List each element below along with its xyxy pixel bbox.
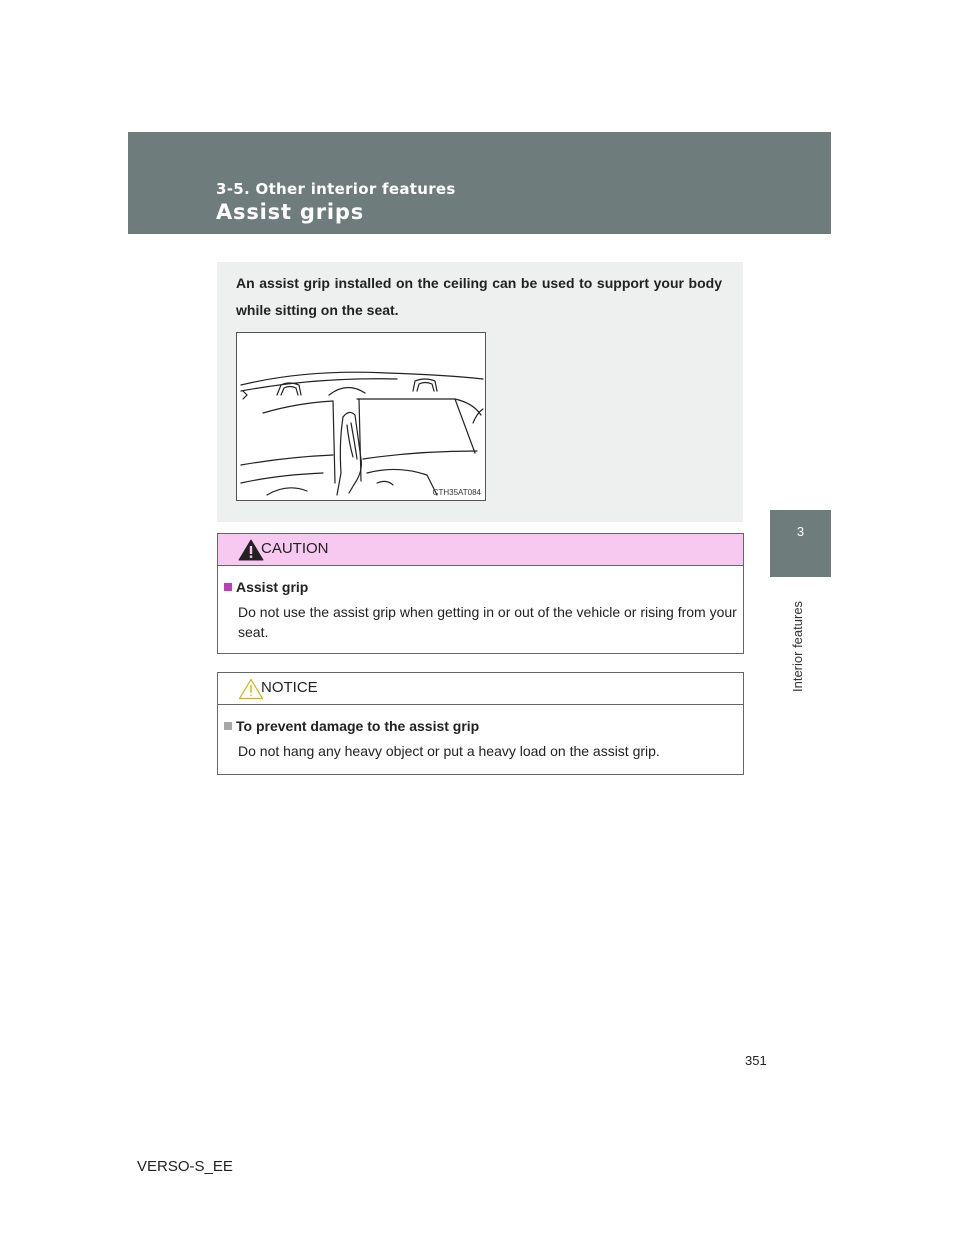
notice-item-heading — [224, 715, 737, 737]
caution-body — [218, 566, 743, 642]
caution-box — [217, 533, 744, 654]
intro-box — [217, 262, 743, 522]
car-interior-drawing — [237, 333, 485, 500]
square-bullet-icon — [224, 583, 232, 591]
chapter-tab[interactable] — [770, 510, 831, 577]
chapter-number: 3 — [796, 524, 805, 539]
caution-header — [218, 534, 743, 566]
notice-heading-text: To prevent damage to the assist grip — [236, 718, 480, 734]
section-label: 3-5. Other interior features — [216, 180, 456, 198]
chapter-label: Interior features — [790, 600, 805, 692]
page-number: 351 — [745, 1053, 767, 1068]
figure-code: CTH35AT084 — [432, 488, 481, 497]
notice-box — [217, 672, 744, 775]
page-title: Assist grips — [216, 200, 365, 224]
caution-heading-text: Assist grip — [236, 579, 309, 595]
square-bullet-icon — [224, 722, 232, 730]
caution-title: CAUTION — [261, 540, 329, 557]
caution-item-heading — [224, 576, 737, 598]
model-code: VERSO-S_EE — [137, 1158, 233, 1175]
intro-text: An assist grip installed on the ceiling can be used to support your body while sitting on the seat. — [236, 275, 722, 318]
notice-header — [218, 673, 743, 705]
notice-item-text: Do not hang any heavy object or put a heavy load on the assist grip. — [238, 743, 660, 759]
notice-body — [218, 705, 743, 761]
caution-item-text: Do not use the assist grip when getting in or out of the vehicle or rising from your seat. — [238, 604, 737, 640]
page-header — [128, 132, 831, 234]
notice-title: NOTICE — [261, 679, 318, 696]
assist-grip-illustration — [236, 332, 486, 501]
